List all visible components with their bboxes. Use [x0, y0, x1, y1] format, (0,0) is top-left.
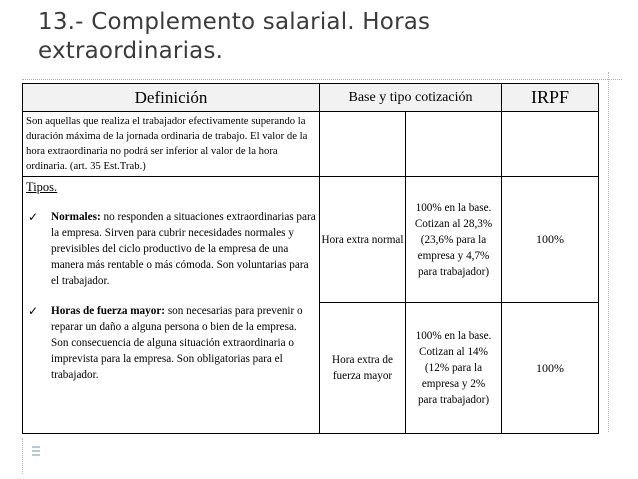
tipo-description: son necesarias para prevenir o reparar un daño a alguna persona o bien de la empresa. Son consecuencia de alguna situación extraordinaria o imprevista para la empresa. Son obligatorias para el trabajador. — [51, 305, 303, 381]
salary-table — [22, 83, 599, 434]
tipos-cell — [23, 177, 320, 434]
tipo-description: no responden a situaciones extraordinarias para la empresa. Sirven para cubrir necesidades normales y previsibles del ciclo productivo de la empresa de una manera más rentable o más cómoda. Son voluntarias para el trabajador. — [51, 211, 316, 287]
definition-text: Son aquellas que realiza el trabajador efectivamente superando la duración máxima de la jornada ordinaria de trabajo. El valor de la hora extraordinaria no podrá ser inferior al valor de la hora ordinaria. (art. 35 Est.Trab.) — [23, 112, 320, 177]
checkmark-icon: ✓ — [28, 210, 39, 224]
tipo-name: Normales: — [51, 211, 101, 223]
header-row — [23, 84, 599, 112]
header-base-cotizacion: Base y tipo cotización — [320, 84, 502, 112]
title-divider — [22, 79, 622, 80]
tipo-irpf: 100% — [502, 303, 599, 434]
empty-cell — [320, 112, 406, 177]
slide-title: 13.- Complemento salarial. Horas extraordinarias. — [38, 9, 431, 64]
tipo-row-normal — [23, 177, 599, 303]
left-border-decoration — [22, 438, 23, 474]
right-border-decoration — [608, 72, 609, 432]
tipo-label: Hora extra de fuerza mayor — [320, 303, 406, 434]
definition-row — [23, 112, 599, 177]
tipo-irpf: 100% — [502, 177, 599, 303]
empty-cell — [406, 112, 502, 177]
checkmark-icon: ✓ — [28, 304, 39, 318]
slide-corner-icon — [30, 443, 46, 459]
header-definicion: Definición — [23, 84, 320, 112]
header-irpf: IRPF — [502, 84, 599, 112]
empty-cell — [502, 112, 599, 177]
tipos-heading: Tipos. — [26, 180, 58, 194]
tipo-name: Horas de fuerza mayor: — [51, 305, 166, 317]
tipo-item-normales — [26, 209, 316, 289]
tipo-label: Hora extra normal — [320, 177, 406, 303]
tipo-item-fuerza-mayor — [26, 303, 316, 383]
tipo-base: 100% en la base. Cotizan al 28,3% (23,6% para la empresa y 4,7% para trabajador) — [406, 177, 502, 303]
tipo-base: 100% en la base. Cotizan al 14% (12% para la empresa y 2% para trabajador) — [406, 303, 502, 434]
